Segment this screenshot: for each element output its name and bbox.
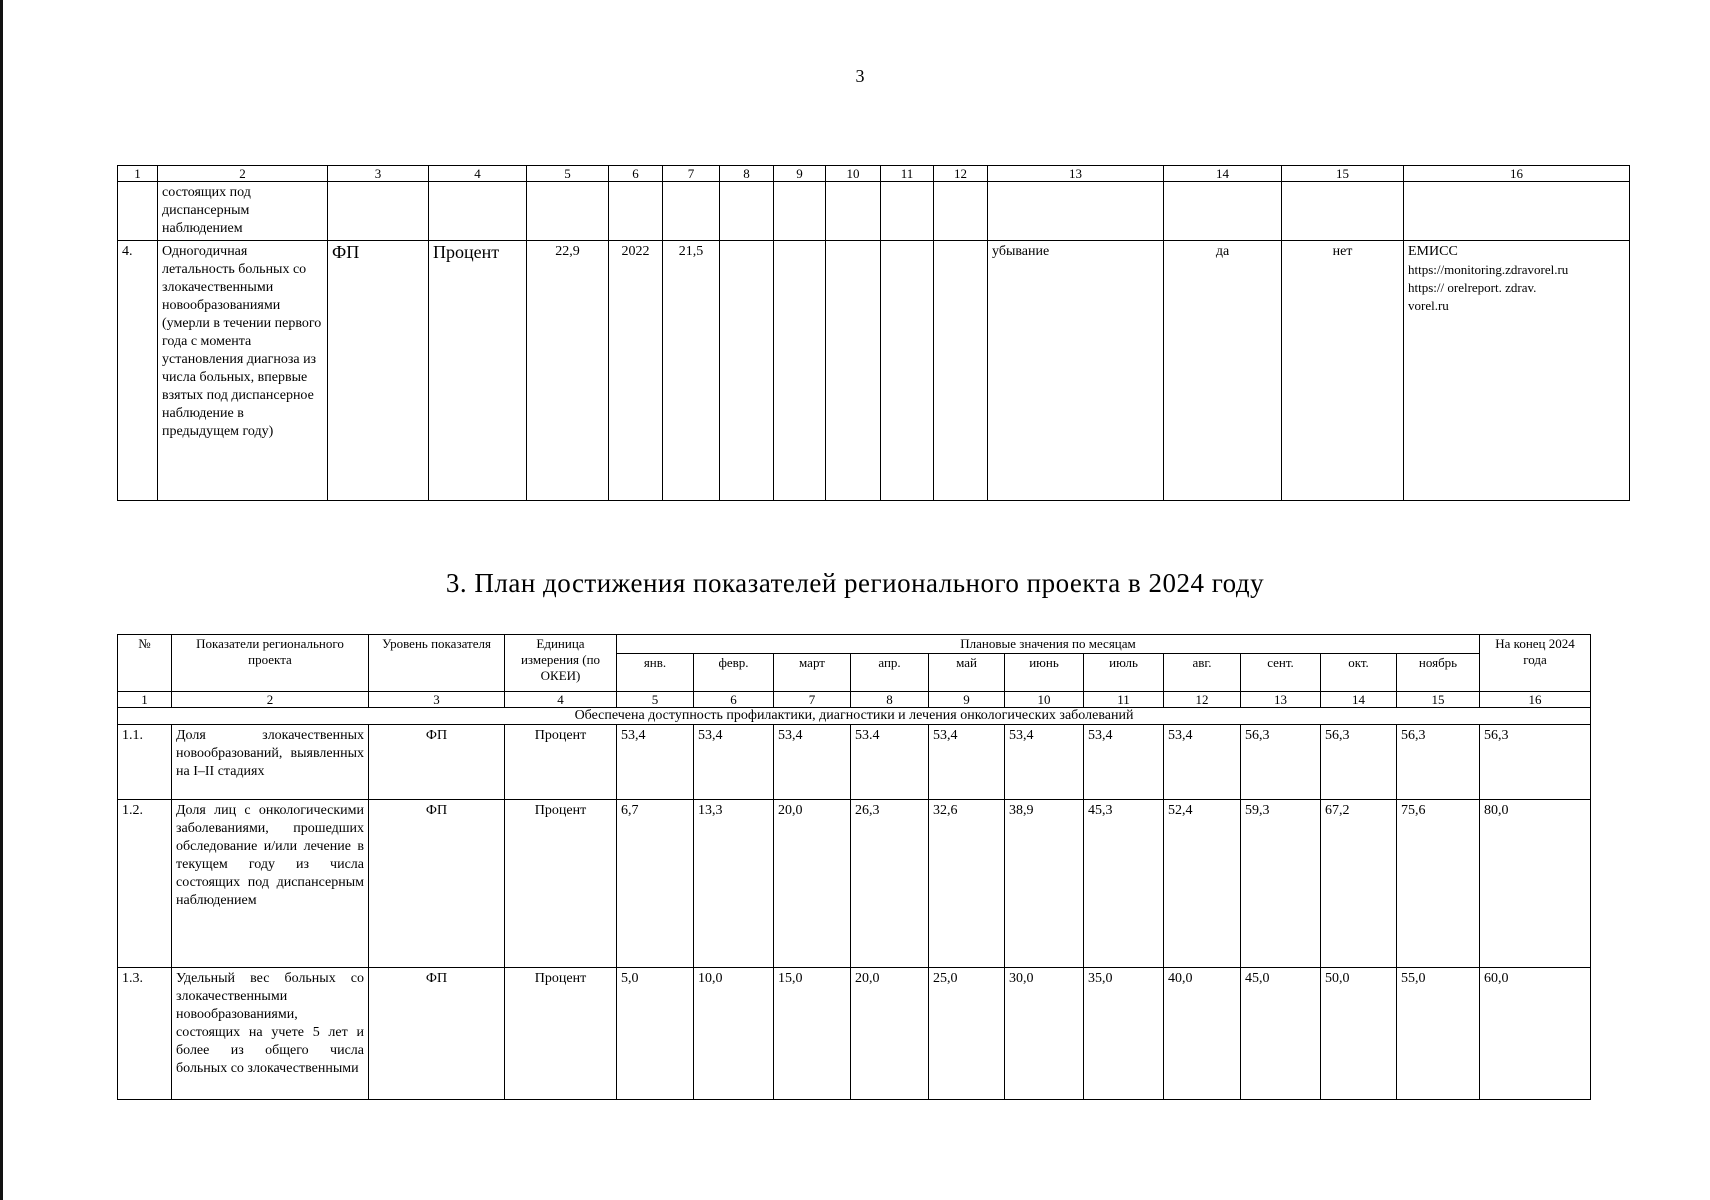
month-value: 10,0 xyxy=(694,968,774,1100)
column-number: 7 xyxy=(663,166,720,182)
base-value: 22,9 xyxy=(527,241,609,501)
header-monthly-values: Плановые значения по месяцам xyxy=(617,635,1480,654)
month-value: 45,0 xyxy=(1241,968,1321,1100)
indicator-name: Одногодичная летальность больных со злокачественными новообразованиями (умерли в течении первого года с момента установления диагноза из числа больных, впервые взятых под диспансерное наблюдение в предыдущем году) xyxy=(158,241,328,501)
month-header: окт. xyxy=(1321,654,1397,692)
month-value: 35,0 xyxy=(1084,968,1164,1100)
column-number: 11 xyxy=(881,166,934,182)
month-value: 20,0 xyxy=(774,800,851,968)
header-no: № xyxy=(118,635,172,692)
column-number: 7 xyxy=(774,692,851,708)
indicator-level: ФП xyxy=(369,725,505,800)
month-value: 38,9 xyxy=(1005,800,1084,968)
table-row xyxy=(118,182,1630,241)
month-header: июль xyxy=(1084,654,1164,692)
header-row xyxy=(118,635,1591,654)
column-number: 13 xyxy=(988,166,1164,182)
base-year: 2022 xyxy=(609,241,663,501)
header-indicator: Показатели регионального проекта xyxy=(172,635,369,692)
header-unit: Единица измерения (по ОКЕИ) xyxy=(505,635,617,692)
month-value: 26,3 xyxy=(851,800,929,968)
month-value: 53,4 xyxy=(1164,725,1241,800)
source-line: ЕМИСС xyxy=(1408,244,1458,259)
column-number: 14 xyxy=(1164,166,1282,182)
column-number: 4 xyxy=(505,692,617,708)
column-number: 6 xyxy=(694,692,774,708)
indicator-name: Удельный вес больных со злокачественными новообразованиями, состоящих на учете 5 лет и более из общего числа больных со злокачественными xyxy=(172,968,369,1100)
month-value: 30,0 xyxy=(1005,968,1084,1100)
source-link: vorel.ru xyxy=(1408,298,1449,313)
month-value: 53,4 xyxy=(617,725,694,800)
month-value: 6,7 xyxy=(617,800,694,968)
month-value: 15,0 xyxy=(774,968,851,1100)
indicator-level: ФП xyxy=(369,968,505,1100)
year-end-value: 56,3 xyxy=(1480,725,1591,800)
data-source xyxy=(1404,241,1630,501)
unit: Процент xyxy=(429,241,527,501)
column-number: 8 xyxy=(720,166,774,182)
month-value: 56,3 xyxy=(1241,725,1321,800)
unit: Процент xyxy=(505,800,617,968)
month-header: июнь xyxy=(1005,654,1084,692)
month-value: 56,3 xyxy=(1397,725,1480,800)
column-number: 12 xyxy=(934,166,988,182)
month-value: 32,6 xyxy=(929,800,1005,968)
month-value: 13,3 xyxy=(694,800,774,968)
month-value: 53,4 xyxy=(929,725,1005,800)
column-number: 9 xyxy=(774,166,826,182)
column-number: 1 xyxy=(118,692,172,708)
column-number: 4 xyxy=(429,166,527,182)
month-value: 53,4 xyxy=(774,725,851,800)
column-number: 10 xyxy=(1005,692,1084,708)
section-title: 3. План достижения показателей регионального проекта в 2024 году xyxy=(445,568,1265,598)
row-number: 1.3. xyxy=(118,968,172,1100)
column-number: 3 xyxy=(369,692,505,708)
year-end-value: 60,0 xyxy=(1480,968,1591,1100)
month-value: 50,0 xyxy=(1321,968,1397,1100)
monthly-plan-table xyxy=(117,634,1591,1100)
month-value: 67,2 xyxy=(1321,800,1397,968)
month-header: май xyxy=(929,654,1005,692)
column-number: 12 xyxy=(1164,692,1241,708)
column-number: 14 xyxy=(1321,692,1397,708)
column-number: 10 xyxy=(826,166,881,182)
month-value: 56,3 xyxy=(1321,725,1397,800)
month-value: 53,4 xyxy=(694,725,774,800)
month-value: 25,0 xyxy=(929,968,1005,1100)
column-number: 2 xyxy=(158,166,328,182)
month-header: авг. xyxy=(1164,654,1241,692)
group-title-row xyxy=(118,708,1591,725)
indicators-table-continued xyxy=(117,165,1630,501)
column-number: 13 xyxy=(1241,692,1321,708)
month-value: 53.4 xyxy=(851,725,929,800)
month-header: сент. xyxy=(1241,654,1321,692)
indicator-name: состоящих под диспансерным наблюдением xyxy=(158,182,328,241)
month-value: 20,0 xyxy=(851,968,929,1100)
indicator-level: ФП xyxy=(369,800,505,968)
month-header: янв. xyxy=(617,654,694,692)
month-value: 45,3 xyxy=(1084,800,1164,968)
column-number: 8 xyxy=(851,692,929,708)
unit: Процент xyxy=(505,968,617,1100)
month-header: март xyxy=(774,654,851,692)
month-value: 5,0 xyxy=(617,968,694,1100)
month-value: 55,0 xyxy=(1397,968,1480,1100)
page-number: 3 xyxy=(855,66,865,86)
month-value: 53,4 xyxy=(1005,725,1084,800)
month-value: 75,6 xyxy=(1397,800,1480,968)
month-header: ноябрь xyxy=(1397,654,1480,692)
column-number: 1 xyxy=(118,166,158,182)
group-title: Обеспечена доступность профилактики, диагностики и лечения онкологических заболеваний xyxy=(118,708,1591,725)
column-number-row xyxy=(118,166,1630,182)
column-number: 15 xyxy=(1282,166,1404,182)
decomposition-flag: нет xyxy=(1282,241,1404,501)
month-value: 53,4 xyxy=(1084,725,1164,800)
scan-left-edge xyxy=(0,0,3,1200)
column-number: 6 xyxy=(609,166,663,182)
column-number: 11 xyxy=(1084,692,1164,708)
cumulative-flag: да xyxy=(1164,241,1282,501)
trend: убывание xyxy=(988,241,1164,501)
column-number-row xyxy=(118,692,1591,708)
table-row xyxy=(118,800,1591,968)
table-row xyxy=(118,241,1630,501)
source-link: https://monitoring.zdravorel.ru xyxy=(1408,262,1569,277)
table-row xyxy=(118,968,1591,1100)
column-number: 2 xyxy=(172,692,369,708)
month-header: февр. xyxy=(694,654,774,692)
column-number: 5 xyxy=(527,166,609,182)
indicator-level: ФП xyxy=(328,241,429,501)
column-number: 3 xyxy=(328,166,429,182)
unit: Процент xyxy=(505,725,617,800)
indicator-name: Доля лиц с онкологическими заболеваниями, прошедших обследование и/или лечение в текущем году из числа состоящих под диспансерным наблюдением xyxy=(172,800,369,968)
month-value: 52,4 xyxy=(1164,800,1241,968)
year-end-value: 80,0 xyxy=(1480,800,1591,968)
header-level: Уровень показателя xyxy=(369,635,505,692)
indicator-name: Доля злокачественных новообразований, выявленных на I–II стадиях xyxy=(172,725,369,800)
column-number: 15 xyxy=(1397,692,1480,708)
table-row xyxy=(118,725,1591,800)
month-value: 40,0 xyxy=(1164,968,1241,1100)
row-number: 4. xyxy=(118,241,158,501)
month-header: апр. xyxy=(851,654,929,692)
column-number: 9 xyxy=(929,692,1005,708)
column-number: 16 xyxy=(1480,692,1591,708)
value-2024: 21,5 xyxy=(663,241,720,501)
month-value: 59,3 xyxy=(1241,800,1321,968)
header-year-end: На конец 2024 года xyxy=(1480,635,1591,692)
row-number: 1.2. xyxy=(118,800,172,968)
source-link: https:// orelreport. zdrav. xyxy=(1408,280,1537,295)
row-number: 1.1. xyxy=(118,725,172,800)
column-number: 16 xyxy=(1404,166,1630,182)
column-number: 5 xyxy=(617,692,694,708)
